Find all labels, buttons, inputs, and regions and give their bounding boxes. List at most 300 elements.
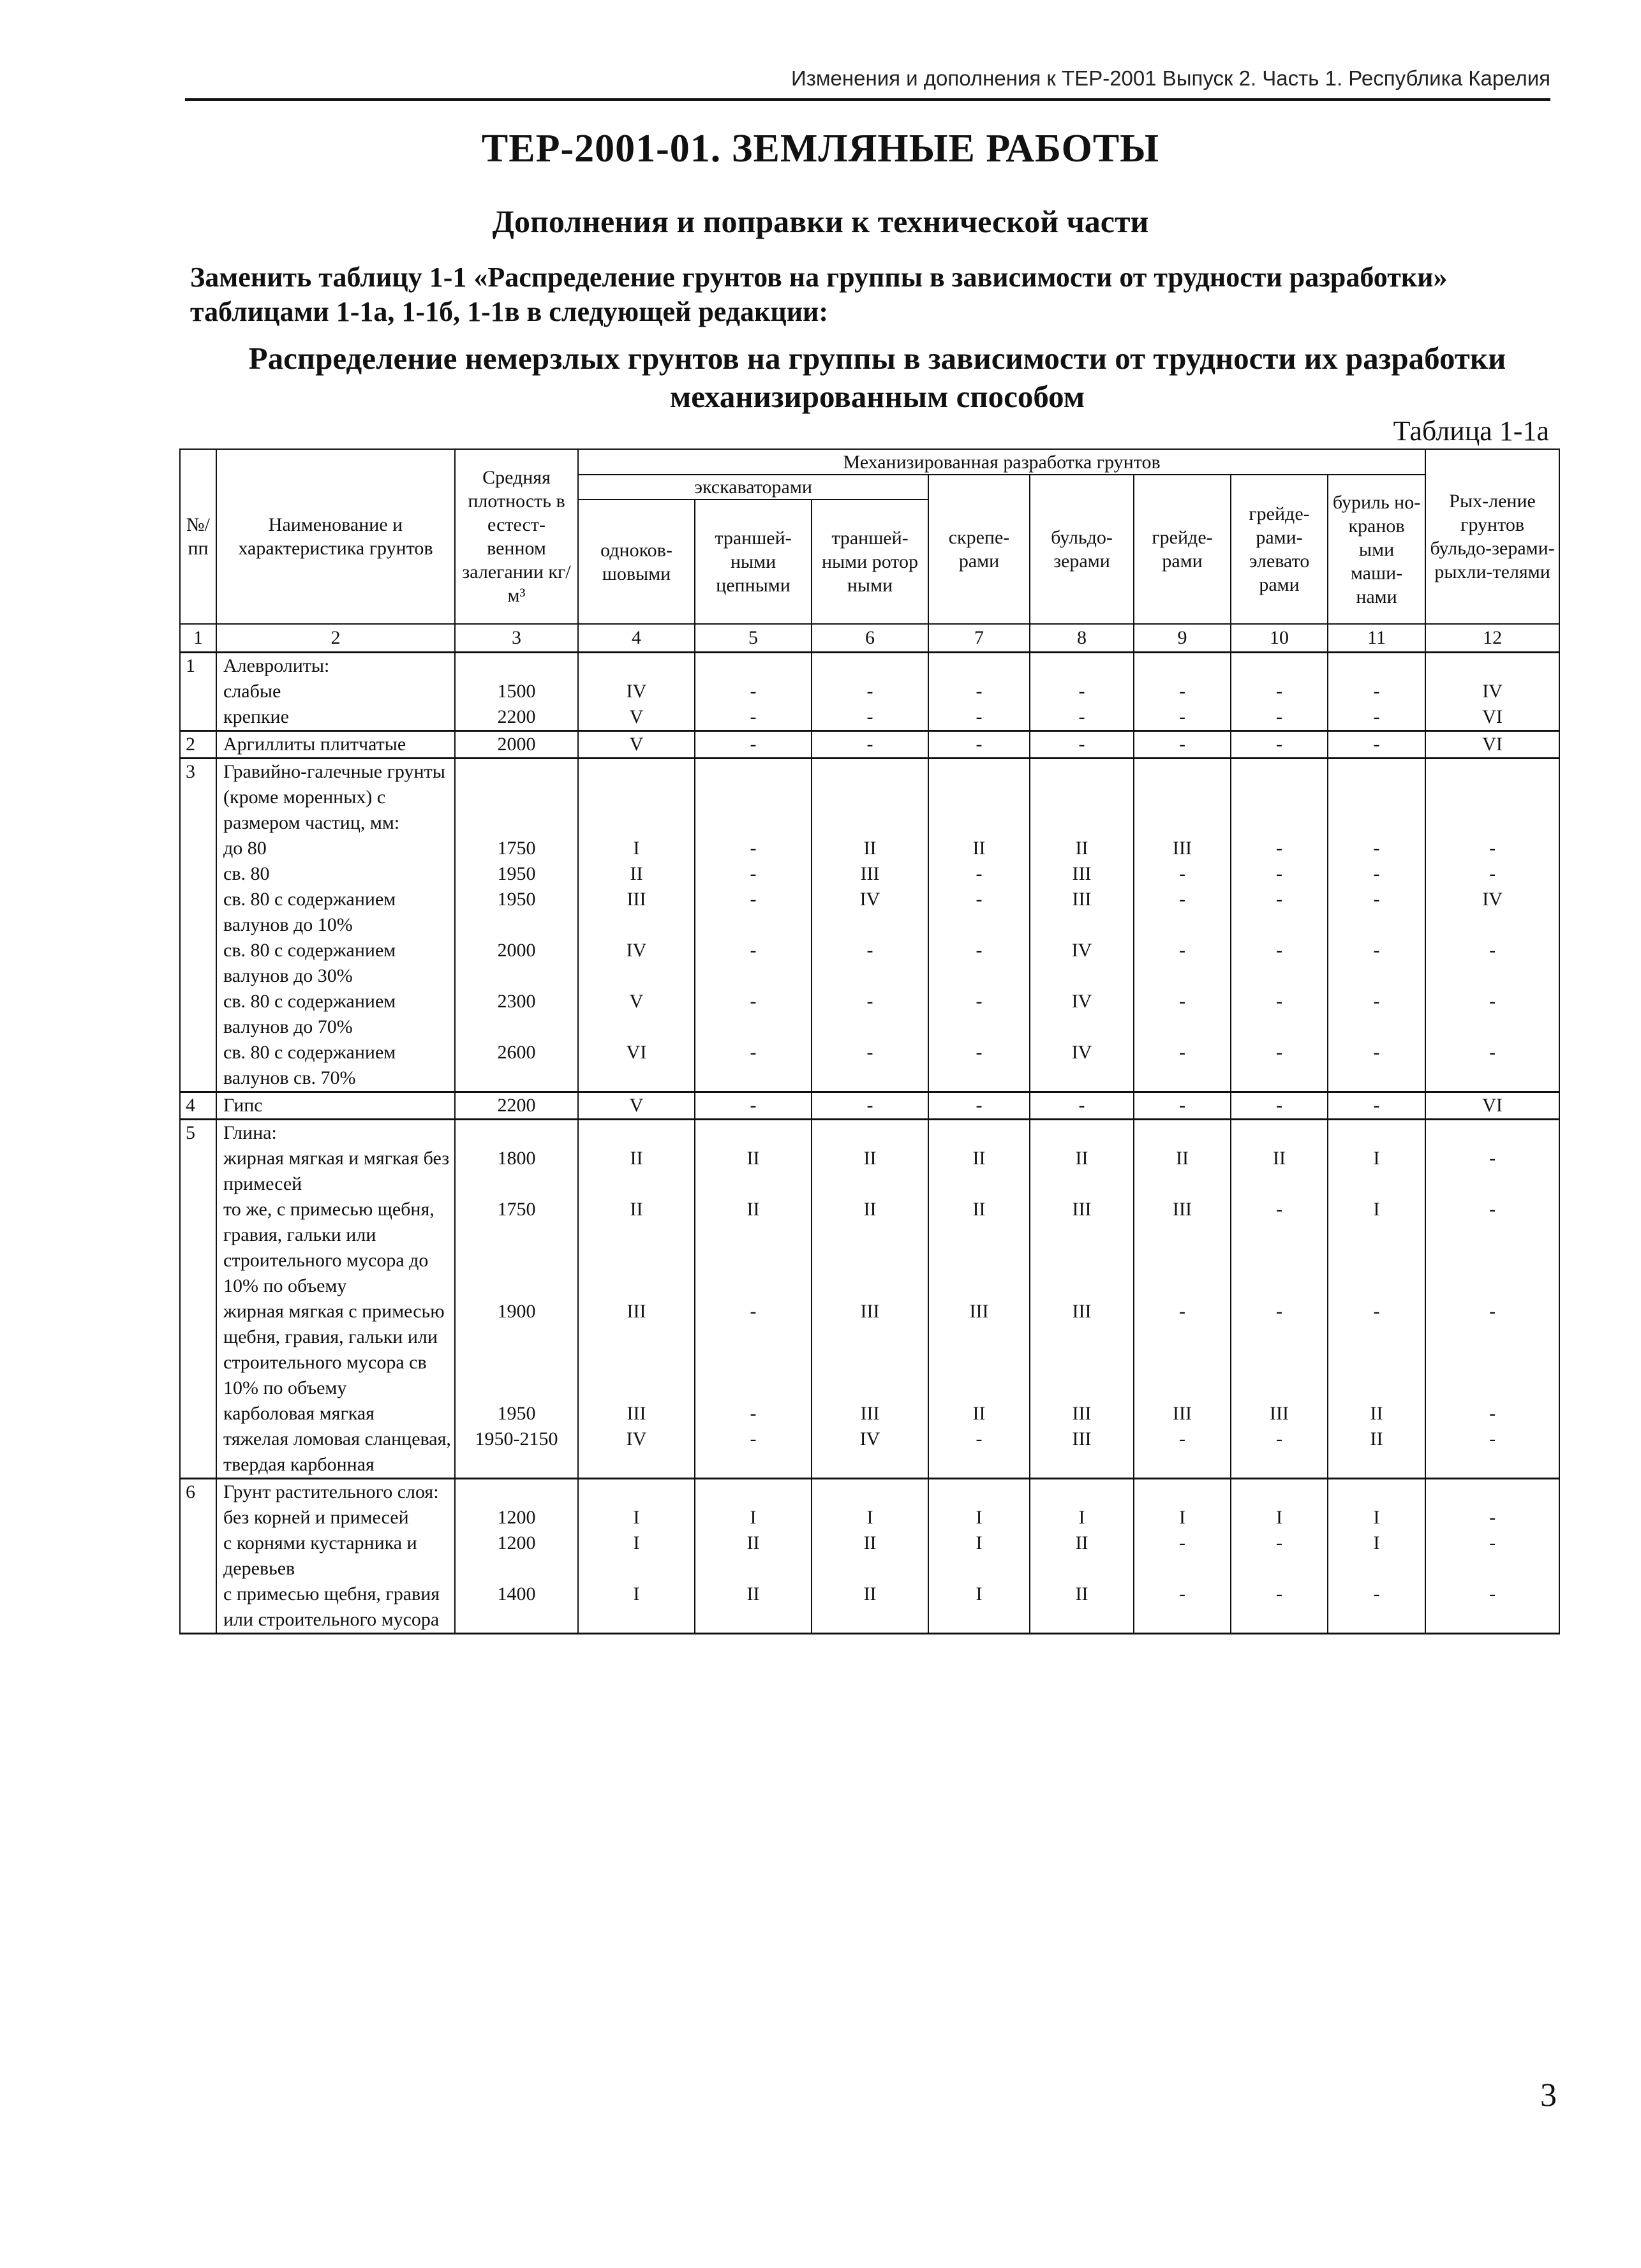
soil-group-cell: II [1030, 836, 1134, 861]
column-number: 5 [695, 624, 812, 652]
row-number: 2 [180, 730, 216, 758]
soil-name: без корней и примесей [216, 1505, 455, 1531]
soil-group-cell [1134, 1119, 1231, 1146]
row-number [180, 1299, 216, 1401]
soil-group-cell: IV [1425, 679, 1559, 704]
soil-group-cell [1231, 758, 1328, 836]
col-header-name: Наименование и характеристика грунтов [216, 449, 455, 624]
soil-group-cell: - [1134, 704, 1231, 731]
row-number: 1 [180, 652, 216, 679]
soil-density: 1950 [455, 887, 578, 938]
column-numbers-row [180, 624, 1559, 652]
soil-group-cell: - [1231, 679, 1328, 704]
soil-density: 1200 [455, 1531, 578, 1582]
soil-name: Аргиллиты плитчатые [216, 730, 455, 758]
soil-group-cell: - [1328, 861, 1425, 887]
table-row [180, 887, 1559, 938]
soil-group-cell [1030, 758, 1134, 836]
soil-group-cell [1134, 652, 1231, 679]
soil-group-cell: III [812, 1299, 928, 1401]
col-header-scrapers: скрепе-рами [928, 475, 1030, 624]
soil-group-cell: - [812, 704, 928, 731]
soil-group-cell: - [695, 861, 812, 887]
soil-group-cell: III [928, 1299, 1030, 1401]
soil-name: то же, с примесью щебня, гравия, гальки или строительного мусора до 10% по объему [216, 1197, 455, 1299]
col-header-grader-elevators: грейде-рами-элевато рами [1231, 475, 1328, 624]
soil-group-cell [812, 652, 928, 679]
column-number: 11 [1328, 624, 1425, 652]
soil-group-cell: II [1030, 1146, 1134, 1197]
soil-group-cell: V [578, 704, 695, 731]
soil-group-cell: I [1328, 1531, 1425, 1582]
soil-group-cell: - [695, 730, 812, 758]
soil-group-cell: III [1231, 1401, 1328, 1427]
soil-group-cell: - [695, 679, 812, 704]
table-row [180, 1531, 1559, 1582]
soil-group-cell: - [1030, 679, 1134, 704]
soil-group-cell: III [1134, 836, 1231, 861]
row-number: 4 [180, 1092, 216, 1119]
row-number [180, 989, 216, 1040]
soil-group-cell: II [1134, 1146, 1231, 1197]
header-rule [185, 98, 1550, 101]
soil-density: 2200 [455, 1092, 578, 1119]
soil-group-cell: - [1231, 887, 1328, 938]
table-row [180, 1092, 1559, 1119]
soil-group-cell: - [928, 679, 1030, 704]
soil-name: Гипс [216, 1092, 455, 1119]
table-row [180, 861, 1559, 887]
instruction-paragraph: Заменить таблицу 1-1 «Распределение грунтов на группы в зависимости от трудности разработки» таблицами 1-1а, 1-1б, 1-1в в следующей редакции: [190, 262, 1448, 327]
soil-group-cell [578, 758, 695, 836]
soil-group-cell: - [1231, 1197, 1328, 1299]
soil-group-cell: - [1134, 938, 1231, 989]
soil-group-cell: IV [1425, 887, 1559, 938]
soil-group-cell: - [928, 730, 1030, 758]
soil-density: 1900 [455, 1299, 578, 1401]
soil-name: крепкие [216, 704, 455, 731]
row-number: 3 [180, 758, 216, 836]
soil-group-cell: - [1328, 1582, 1425, 1634]
soil-name: св. 80 [216, 861, 455, 887]
soil-group-cell [1425, 1119, 1559, 1146]
soil-group-cell: I [578, 1531, 695, 1582]
soil-group-cell: III [812, 1401, 928, 1427]
soil-group-cell [928, 758, 1030, 836]
soil-group-cell: II [1030, 1582, 1134, 1634]
soil-group-cell: I [578, 836, 695, 861]
soil-group-cell: - [928, 1427, 1030, 1479]
soil-group-cell: I [1134, 1505, 1231, 1531]
soil-name: Алевролиты: [216, 652, 455, 679]
soil-group-cell: I [578, 1505, 695, 1531]
soil-group-cell: III [578, 887, 695, 938]
table-row [180, 938, 1559, 989]
soil-group-cell: - [695, 938, 812, 989]
table-body [180, 624, 1559, 1633]
soil-group-cell: - [1425, 1531, 1559, 1582]
soil-group-cell: - [695, 989, 812, 1040]
soil-density: 2000 [455, 730, 578, 758]
column-number: 10 [1231, 624, 1328, 652]
soil-density: 1950-2150 [455, 1427, 578, 1479]
col-header-bulldozers: бульдо-зерами [1030, 475, 1134, 624]
soil-group-cell [1134, 758, 1231, 836]
soil-group-cell: IV [1030, 1040, 1134, 1092]
soil-group-cell: - [1425, 1040, 1559, 1092]
soil-name: с примесью щебня, гравия или строительного мусора [216, 1582, 455, 1634]
soil-group-cell: - [695, 704, 812, 731]
column-number: 3 [455, 624, 578, 652]
soil-group-cell: - [1328, 836, 1425, 861]
table-row [180, 1146, 1559, 1197]
col-header-drilling-cranes: буриль но-кранов ыми маши-нами [1328, 475, 1425, 624]
soil-group-cell: II [812, 836, 928, 861]
soil-group-cell [928, 652, 1030, 679]
column-number: 1 [180, 624, 216, 652]
table-row [180, 1197, 1559, 1299]
soil-group-cell: II [928, 1401, 1030, 1427]
col-header-no: №/ пп [180, 449, 216, 624]
soil-density: 1500 [455, 679, 578, 704]
soil-group-cell: - [1425, 1299, 1559, 1401]
row-number [180, 1427, 216, 1479]
soil-group-cell: - [1030, 1092, 1134, 1119]
soil-density [455, 652, 578, 679]
soil-density: 2200 [455, 704, 578, 731]
soil-group-cell: - [812, 1040, 928, 1092]
table-row [180, 679, 1559, 704]
soil-group-cell [1231, 652, 1328, 679]
soil-name: Гравийно-галечные грунты (кроме моренных) с размером частиц, мм: [216, 758, 455, 836]
column-number: 7 [928, 624, 1030, 652]
soil-density: 1200 [455, 1505, 578, 1531]
col-header-density: Средняя плотность в естест-венном залегании кг/м³ [455, 449, 578, 624]
soil-group-cell: - [1134, 679, 1231, 704]
table-row [180, 1299, 1559, 1401]
soil-group-cell: - [695, 887, 812, 938]
soil-density: 1400 [455, 1582, 578, 1634]
soil-group-cell [695, 652, 812, 679]
col-header-graders: грейде-рами [1134, 475, 1231, 624]
row-number [180, 938, 216, 989]
soil-group-cell: III [1030, 887, 1134, 938]
soil-group-cell: II [928, 836, 1030, 861]
soil-group-cell: - [1134, 861, 1231, 887]
soil-name: тяжелая ломовая сланцевая, твердая карбонная [216, 1427, 455, 1479]
column-number: 4 [578, 624, 695, 652]
soil-group-cell: III [1030, 1427, 1134, 1479]
soil-group-cell: II [812, 1146, 928, 1197]
soil-group-cell [1231, 1119, 1328, 1146]
soil-group-cell: - [1231, 861, 1328, 887]
soil-group-cell: I [695, 1505, 812, 1531]
soil-group-cell: IV [578, 938, 695, 989]
soil-group-cell: - [1328, 938, 1425, 989]
row-number: 6 [180, 1478, 216, 1505]
soil-group-cell: II [695, 1197, 812, 1299]
soil-density: 1750 [455, 836, 578, 861]
soil-group-cell: - [928, 989, 1030, 1040]
soil-group-cell: - [812, 938, 928, 989]
soil-group-cell [578, 1119, 695, 1146]
soil-group-cell: - [695, 1299, 812, 1401]
row-number [180, 887, 216, 938]
table-row [180, 758, 1559, 836]
soil-name: св. 80 с содержанием валунов до 30% [216, 938, 455, 989]
soil-density [455, 1478, 578, 1505]
row-number: 5 [180, 1119, 216, 1146]
soil-group-cell [578, 652, 695, 679]
soil-group-cell: I [812, 1505, 928, 1531]
soil-group-cell: I [578, 1582, 695, 1634]
soil-groups-table [179, 448, 1560, 1634]
page-title: ТЕР-2001-01. ЗЕМЛЯНЫЕ РАБОТЫ [481, 127, 1160, 170]
soil-group-cell: V [578, 730, 695, 758]
soil-group-cell: - [1328, 1040, 1425, 1092]
table-row [180, 1582, 1559, 1634]
soil-group-cell: III [1134, 1197, 1231, 1299]
soil-group-cell: I [1328, 1505, 1425, 1531]
soil-density: 1950 [455, 1401, 578, 1427]
soil-group-cell: II [695, 1531, 812, 1582]
soil-group-cell: III [1030, 1401, 1134, 1427]
table-row [180, 1119, 1559, 1146]
soil-group-cell: - [1134, 730, 1231, 758]
soil-group-cell: - [695, 1401, 812, 1427]
soil-group-cell: II [928, 1197, 1030, 1299]
soil-group-cell [1231, 1478, 1328, 1505]
soil-name: жирная мягкая с примесью щебня, гравия, гальки или строительного мусора св 10% по объему [216, 1299, 455, 1401]
soil-group-cell: III [1030, 1197, 1134, 1299]
soil-group-cell: - [1231, 836, 1328, 861]
column-number: 8 [1030, 624, 1134, 652]
soil-group-cell: II [578, 1197, 695, 1299]
soil-group-cell: - [1134, 1040, 1231, 1092]
soil-group-cell: - [1030, 730, 1134, 758]
soil-group-cell: - [695, 1427, 812, 1479]
soil-group-cell: IV [578, 679, 695, 704]
soil-group-cell: - [1231, 938, 1328, 989]
soil-group-cell: - [928, 704, 1030, 731]
col-header-single-bucket: одноков-шовыми [578, 500, 695, 624]
soil-group-cell: - [1425, 1197, 1559, 1299]
soil-group-cell [1030, 652, 1134, 679]
col-header-trench-chain: траншей-ными цепными [695, 500, 812, 624]
soil-group-cell: - [1231, 1427, 1328, 1479]
soil-group-cell: VI [578, 1040, 695, 1092]
soil-name: с корнями кустарника и деревьев [216, 1531, 455, 1582]
soil-group-cell: - [1134, 989, 1231, 1040]
soil-group-cell [695, 1478, 812, 1505]
soil-group-cell: VI [1425, 1092, 1559, 1119]
soil-group-cell: II [1328, 1427, 1425, 1479]
soil-group-cell: - [1030, 704, 1134, 731]
soil-group-cell: - [1425, 1427, 1559, 1479]
table-row [180, 836, 1559, 861]
column-number: 2 [216, 624, 455, 652]
soil-name: слабые [216, 679, 455, 704]
soil-group-cell [1328, 1119, 1425, 1146]
soil-group-cell: - [812, 1092, 928, 1119]
soil-group-cell: IV [1030, 938, 1134, 989]
soil-group-cell: I [928, 1505, 1030, 1531]
soil-group-cell: - [1134, 1531, 1231, 1582]
soil-group-cell: - [1134, 1092, 1231, 1119]
soil-group-cell: - [928, 1092, 1030, 1119]
soil-group-cell: - [1328, 1092, 1425, 1119]
table-row [180, 1401, 1559, 1427]
soil-group-cell: - [1231, 1092, 1328, 1119]
soil-group-cell: - [695, 1040, 812, 1092]
soil-group-cell: - [1425, 1582, 1559, 1634]
soil-group-cell: VI [1425, 730, 1559, 758]
soil-group-cell [1030, 1478, 1134, 1505]
soil-group-cell: - [1134, 1427, 1231, 1479]
soil-group-cell: - [812, 679, 928, 704]
column-number: 12 [1425, 624, 1559, 652]
soil-group-cell: - [1231, 1040, 1328, 1092]
soil-group-cell: - [1231, 989, 1328, 1040]
col-header-ripping: Рых-ление грунтов бульдо-зерами-рыхли-телями [1425, 449, 1559, 624]
soil-group-cell [812, 1119, 928, 1146]
row-number [180, 1531, 216, 1582]
table-row [180, 1427, 1559, 1479]
col-header-excavators: экскаваторами [578, 475, 928, 500]
soil-group-cell: VI [1425, 704, 1559, 731]
row-number [180, 1505, 216, 1531]
table-row [180, 652, 1559, 679]
soil-group-cell: III [578, 1299, 695, 1401]
col-header-mechanized: Механизированная разработка грунтов [578, 449, 1425, 475]
page-number: 3 [1540, 2077, 1557, 2114]
soil-group-cell: - [1425, 989, 1559, 1040]
soil-group-cell: III [1030, 861, 1134, 887]
soil-group-cell [695, 758, 812, 836]
soil-group-cell: - [812, 989, 928, 1040]
table-row [180, 1040, 1559, 1092]
soil-name: жирная мягкая и мягкая без примесей [216, 1146, 455, 1197]
soil-group-cell: - [1328, 887, 1425, 938]
soil-group-cell [1134, 1478, 1231, 1505]
soil-group-cell: I [1231, 1505, 1328, 1531]
soil-group-cell [1030, 1119, 1134, 1146]
soil-group-cell [1328, 1478, 1425, 1505]
soil-group-cell: II [812, 1582, 928, 1634]
soil-group-cell: II [578, 1146, 695, 1197]
soil-group-cell [812, 758, 928, 836]
table-row [180, 704, 1559, 731]
soil-group-cell [1425, 652, 1559, 679]
soil-group-cell: II [812, 1531, 928, 1582]
soil-group-cell: - [1231, 1299, 1328, 1401]
soil-group-cell: - [1328, 730, 1425, 758]
soil-group-cell [812, 1478, 928, 1505]
soil-name: Грунт растительного слоя: [216, 1478, 455, 1505]
soil-group-cell: - [928, 1040, 1030, 1092]
table-row [180, 989, 1559, 1040]
soil-group-cell: - [1231, 704, 1328, 731]
col-header-trench-rotor: траншей-ными ротор ными [812, 500, 928, 624]
soil-group-cell: - [1425, 1505, 1559, 1531]
soil-group-cell: IV [578, 1427, 695, 1479]
soil-density [455, 758, 578, 836]
soil-group-cell: II [578, 861, 695, 887]
soil-group-cell: - [1328, 704, 1425, 731]
soil-density: 1800 [455, 1146, 578, 1197]
soil-group-cell [928, 1119, 1030, 1146]
table-row [180, 1478, 1559, 1505]
soil-group-cell: - [1231, 730, 1328, 758]
soil-group-cell [1425, 1478, 1559, 1505]
soil-group-cell: - [1328, 1299, 1425, 1401]
soil-group-cell: - [928, 938, 1030, 989]
soil-group-cell: II [695, 1146, 812, 1197]
soil-group-cell: II [1328, 1401, 1425, 1427]
table-title [191, 339, 1563, 416]
soil-group-cell: - [1425, 1401, 1559, 1427]
row-number [180, 1146, 216, 1197]
row-number [180, 836, 216, 861]
soil-group-cell: - [1425, 938, 1559, 989]
soil-group-cell: - [1134, 1582, 1231, 1634]
soil-group-cell: - [1425, 836, 1559, 861]
soil-density: 2000 [455, 938, 578, 989]
soil-group-cell: I [928, 1531, 1030, 1582]
row-number [180, 704, 216, 731]
soil-group-cell: - [1328, 679, 1425, 704]
soil-group-cell: IV [812, 887, 928, 938]
soil-name: до 80 [216, 836, 455, 861]
row-number [180, 679, 216, 704]
soil-group-cell: II [1030, 1531, 1134, 1582]
soil-group-cell [1425, 758, 1559, 836]
table-row [180, 730, 1559, 758]
soil-group-cell [1328, 758, 1425, 836]
section-subtitle: Дополнения и поправки к технической части [492, 204, 1149, 239]
soil-group-cell: III [1134, 1401, 1231, 1427]
soil-group-cell: - [695, 836, 812, 861]
soil-density: 2600 [455, 1040, 578, 1092]
soil-name: св. 80 с содержанием валунов св. 70% [216, 1040, 455, 1092]
table-title-line1: Распределение немерзлых грунтов на группы в зависимости от трудности их разработки [248, 341, 1506, 376]
soil-group-cell [928, 1478, 1030, 1505]
soil-group-cell: V [578, 989, 695, 1040]
soil-name: карболовая мягкая [216, 1401, 455, 1427]
table-title-line2: механизированным способом [669, 379, 1085, 414]
soil-group-cell: III [578, 1401, 695, 1427]
column-number: 9 [1134, 624, 1231, 652]
soil-group-cell [695, 1119, 812, 1146]
column-number: 6 [812, 624, 928, 652]
soil-group-cell: - [928, 861, 1030, 887]
soil-group-cell: III [1030, 1299, 1134, 1401]
soil-group-cell: II [812, 1197, 928, 1299]
soil-group-cell: - [1425, 1146, 1559, 1197]
soil-group-cell: - [1134, 887, 1231, 938]
soil-group-cell: - [1328, 989, 1425, 1040]
soil-density [455, 1119, 578, 1146]
soil-name: Глина: [216, 1119, 455, 1146]
soil-group-cell: V [578, 1092, 695, 1119]
row-number [180, 1582, 216, 1634]
soil-group-cell: - [1134, 1299, 1231, 1401]
row-number [180, 1401, 216, 1427]
soil-name: св. 80 с содержанием валунов до 10% [216, 887, 455, 938]
soil-group-cell: II [1231, 1146, 1328, 1197]
row-number [180, 1197, 216, 1299]
row-number [180, 861, 216, 887]
